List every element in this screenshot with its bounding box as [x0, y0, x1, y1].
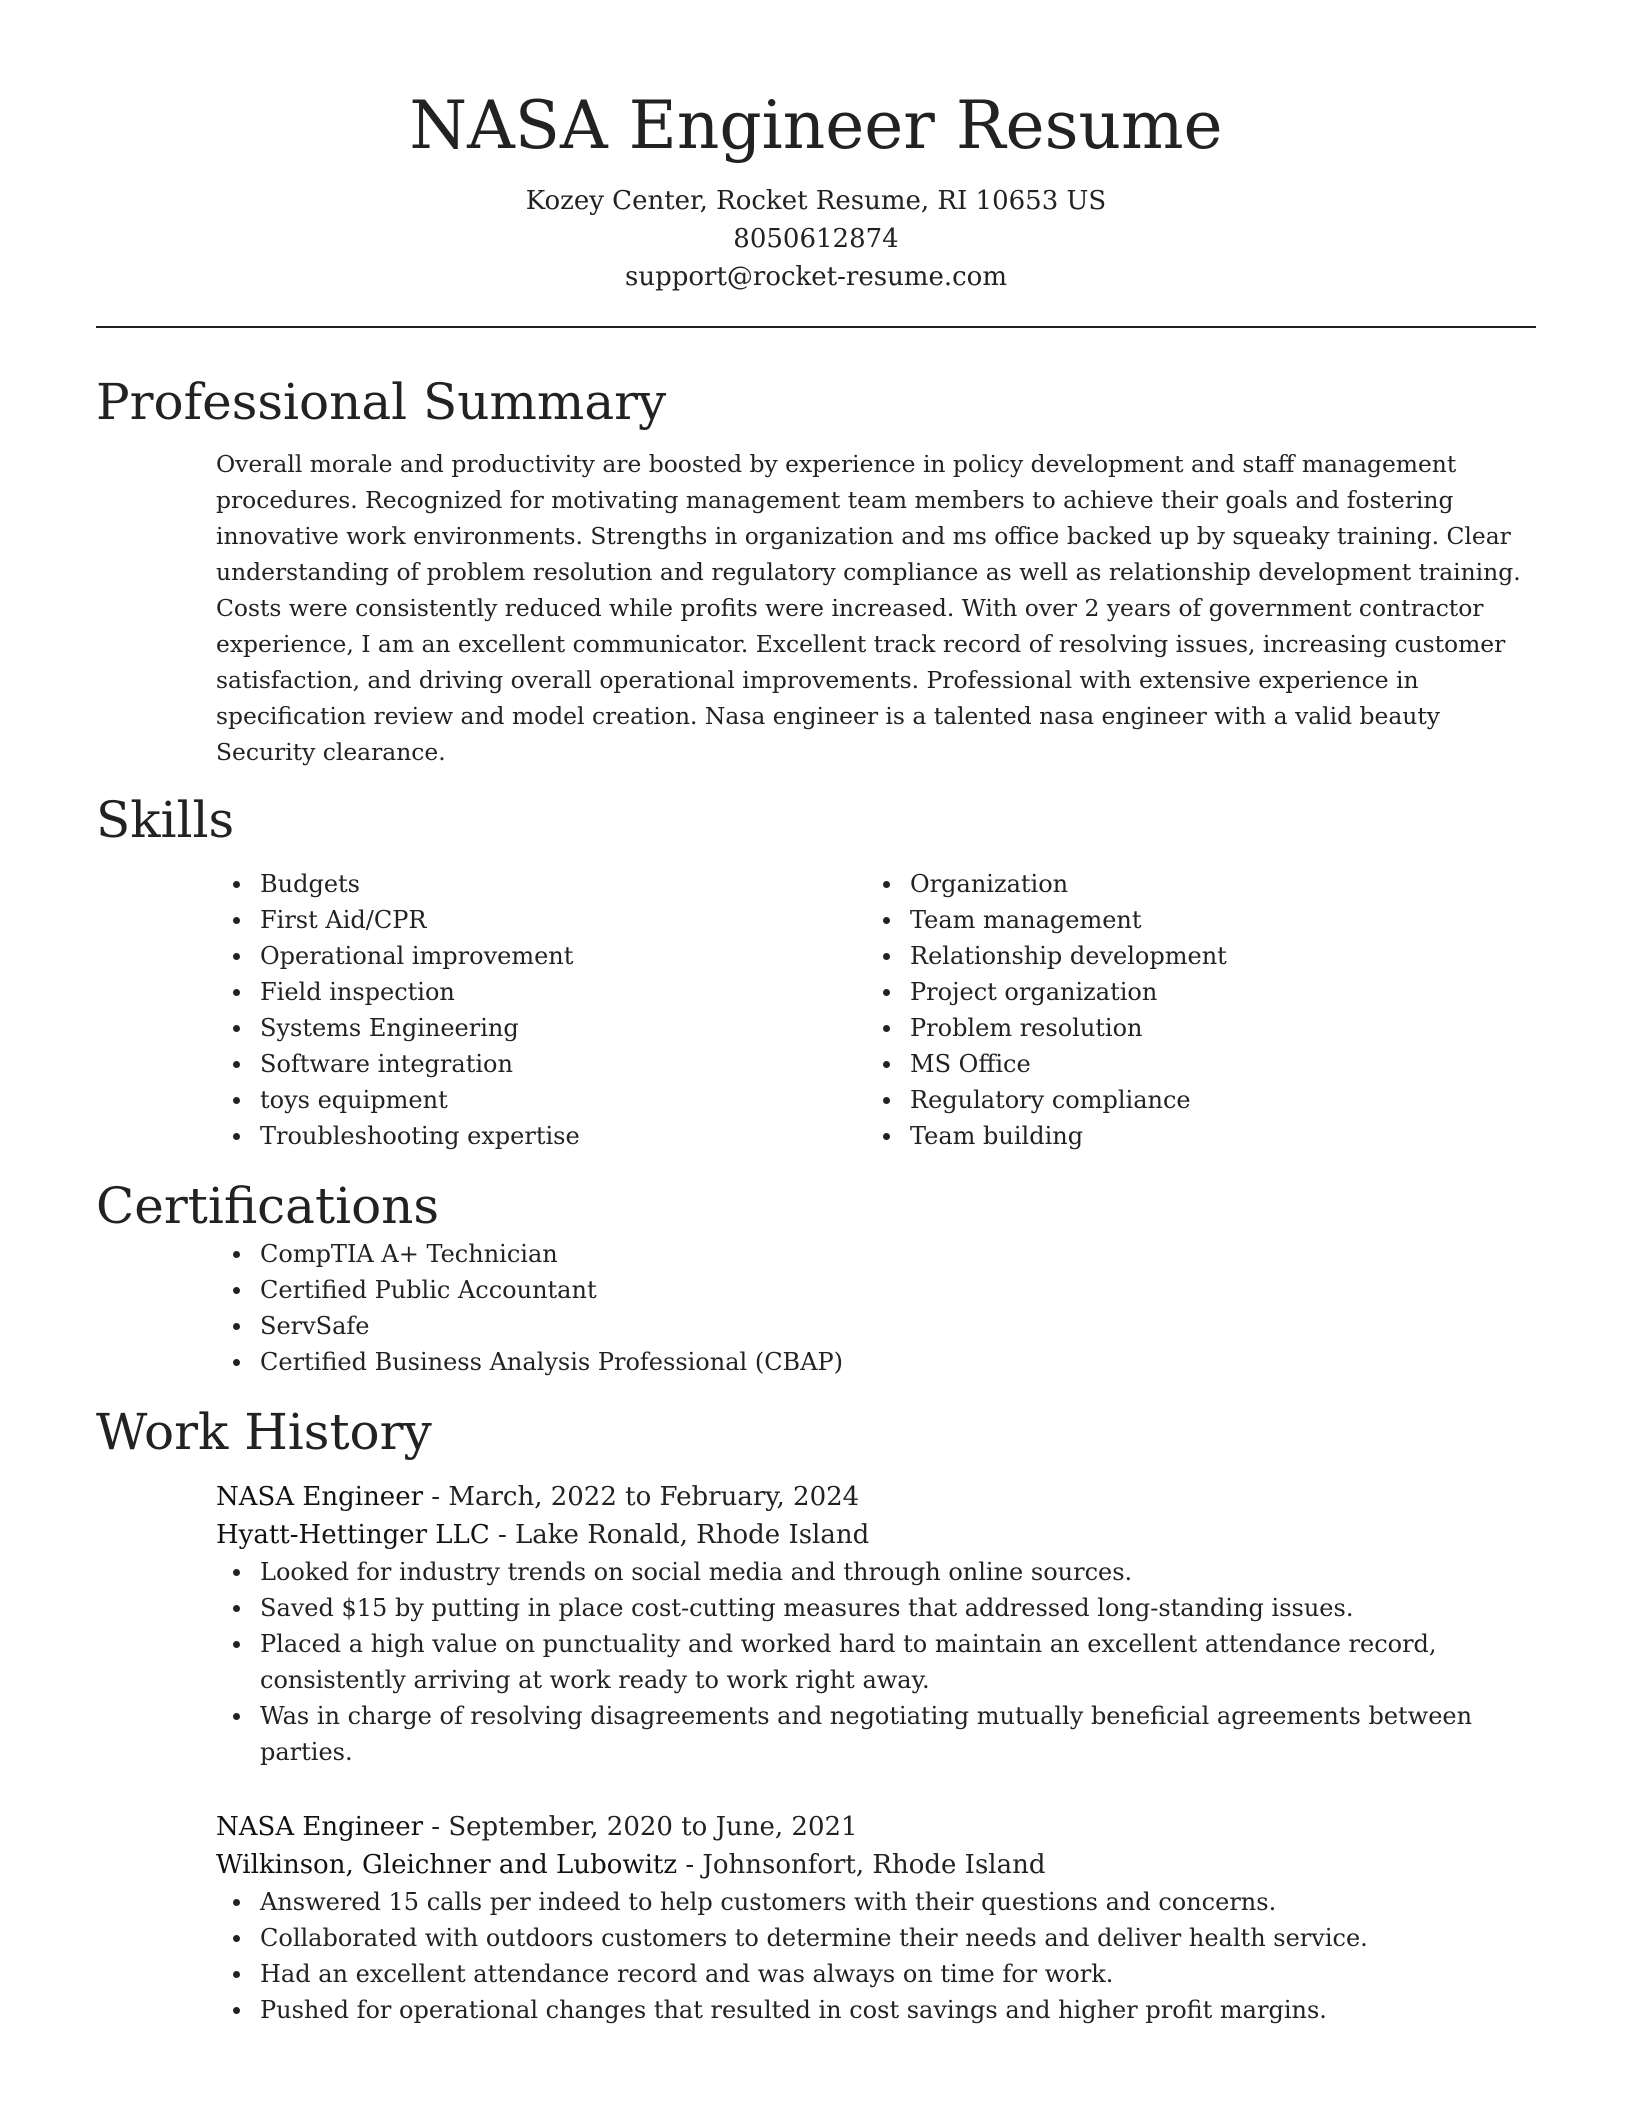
job-company-line — [216, 1516, 1536, 1554]
skills-list-right — [866, 866, 1516, 1154]
job-location: - Johnsonfort, Rhode Island — [677, 1850, 1046, 1880]
job-company-line — [216, 1846, 1536, 1884]
work-history-heading: Work History — [96, 1403, 432, 1461]
work-history-section — [96, 1402, 1536, 2028]
certifications-section — [96, 1176, 1536, 1380]
skill-item: Field inspection — [216, 974, 866, 1010]
summary-heading: Professional Summary — [96, 373, 667, 431]
job-title: NASA Engineer — [216, 1812, 424, 1842]
contact-email: support@rocket-resume.com — [624, 262, 1007, 292]
job-title-line — [216, 1478, 1536, 1516]
skills-list-left — [216, 866, 866, 1154]
certification-item: ServSafe — [216, 1308, 1536, 1344]
job-duties-list — [216, 1554, 1536, 1770]
skill-item: Operational improvement — [216, 938, 866, 974]
skill-item: Relationship development — [866, 938, 1516, 974]
skill-item: toys equipment — [216, 1082, 866, 1118]
job-duty: Was in charge of resolving disagreements and negotiating mutually beneficial agreements between parties. — [216, 1698, 1536, 1770]
job-duty: Had an excellent attendance record and was always on time for work. — [216, 1956, 1536, 1992]
job-location: - Lake Ronald, Rhode Island — [489, 1520, 870, 1550]
skill-item: Troubleshooting expertise — [216, 1118, 866, 1154]
skills-section — [96, 790, 1536, 1154]
skill-item: Problem resolution — [866, 1010, 1516, 1046]
skills-heading: Skills — [96, 791, 235, 849]
job-duty: Looked for industry trends on social media and through online sources. — [216, 1554, 1536, 1590]
summary-section — [96, 372, 1536, 770]
contact-address: Kozey Center, Rocket Resume, RI 10653 US — [525, 186, 1107, 216]
page-title: NASA Engineer Resume — [409, 87, 1223, 164]
job-entry — [216, 1478, 1536, 1770]
job-entry — [216, 1808, 1536, 2028]
skill-item: Team management — [866, 902, 1516, 938]
contact-block — [96, 182, 1536, 296]
skill-item: Organization — [866, 866, 1516, 902]
job-dates: - September, 2020 to June, 2021 — [423, 1812, 858, 1842]
skill-item: Software integration — [216, 1046, 866, 1082]
header-divider — [96, 326, 1536, 328]
skill-item: Project organization — [866, 974, 1516, 1010]
certifications-list — [216, 1236, 1536, 1380]
certification-item: Certified Business Analysis Professional (CBAP) — [216, 1344, 1536, 1380]
job-company: Hyatt-Hettinger LLC — [216, 1520, 490, 1550]
resume-page — [96, 0, 1536, 2028]
skill-item: MS Office — [866, 1046, 1516, 1082]
job-title: NASA Engineer — [216, 1482, 424, 1512]
job-duty: Answered 15 calls per indeed to help customers with their questions and concerns. — [216, 1884, 1536, 1920]
skill-item: Team building — [866, 1118, 1516, 1154]
certifications-heading: Certifications — [96, 1177, 440, 1235]
job-duty: Saved $15 by putting in place cost-cutting measures that addressed long-standing issues. — [216, 1590, 1536, 1626]
job-company: Wilkinson, Gleichner and Lubowitz — [216, 1850, 678, 1880]
job-duty: Placed a high value on punctuality and worked hard to maintain an excellent attendance record, consistently arriving at work ready to work right away. — [216, 1626, 1536, 1698]
job-duty: Collaborated with outdoors customers to determine their needs and deliver health service. — [216, 1920, 1536, 1956]
job-title-line — [216, 1808, 1536, 1846]
certification-item: CompTIA A+ Technician — [216, 1236, 1536, 1272]
skill-item: Regulatory compliance — [866, 1082, 1516, 1118]
skill-item: Systems Engineering — [216, 1010, 866, 1046]
summary-text: Overall morale and productivity are boosted by experience in policy development and staff management procedures. Recognized for motivating management team members to achieve their goals and fostering innovative work environments. Strengths in organization and ms office backed up by squeaky training. Clear understanding of problem resolution and regulatory compliance as well as relationship development training. Costs were consistently reduced while profits were increased. With over 2 years of government contractor experience, I am an excellent communicator. Excellent track record of resolving issues, increasing customer satisfaction, and driving overall operational improvements. Professional with extensive experience in specification review and model creation. Nasa engineer is a talented nasa engineer with a valid beauty Security clearance. — [216, 450, 1521, 766]
job-duty: Pushed for operational changes that resulted in cost savings and higher profit margins. — [216, 1992, 1536, 2028]
certification-item: Certified Public Accountant — [216, 1272, 1536, 1308]
contact-phone: 8050612874 — [733, 224, 899, 254]
skill-item: First Aid/CPR — [216, 902, 866, 938]
job-duties-list — [216, 1884, 1536, 2028]
job-dates: - March, 2022 to February, 2024 — [423, 1482, 860, 1512]
skill-item: Budgets — [216, 866, 866, 902]
